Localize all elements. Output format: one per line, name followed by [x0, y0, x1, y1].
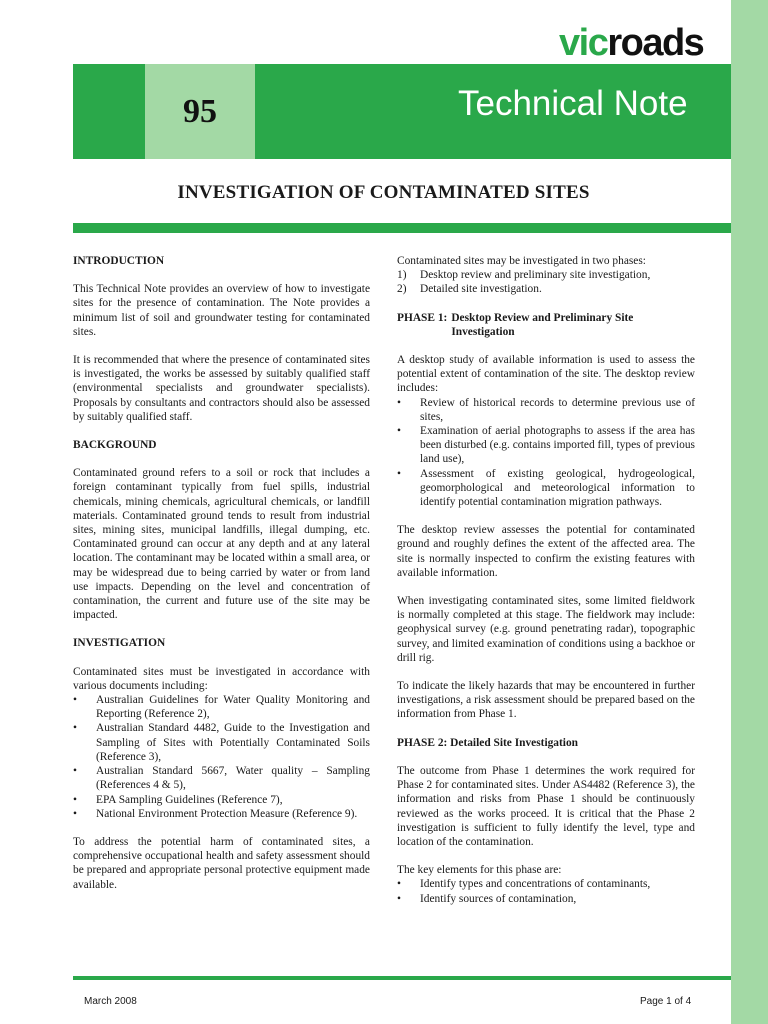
phase2-heading: PHASE 2: Detailed Site Investigation: [397, 736, 578, 749]
title-divider: [73, 223, 731, 233]
bullet: •: [397, 425, 401, 438]
phase2-key-elements-list: [397, 877, 695, 905]
footer-page-number: Page 1 of 4: [640, 996, 692, 1007]
document-title: INVESTIGATION OF CONTAMINATED SITES: [177, 182, 590, 203]
bullet: •: [397, 892, 401, 905]
list-item: • Australian Standard 4482, Guide to the Investigation and Sampling of Sites with Potentially Contaminated Soils (Reference 3),: [73, 722, 370, 763]
bullet: •: [73, 722, 77, 735]
introduction-paragraph-1: This Technical Note provides an overview of how to investigate sites for the presence of contamination. The Note provides a minimum list of soil and groundwater testing for contaminated sites.: [73, 283, 370, 338]
list-item: • Australian Guidelines for Water Quality Monitoring and Reporting (Reference 2),: [73, 694, 370, 721]
phases-intro: Contaminated sites may be investigated in two phases:: [397, 255, 646, 267]
desktop-review-list: [397, 396, 695, 510]
logo-vic: vic: [559, 22, 608, 64]
phase1-label: PHASE 1:: [397, 311, 448, 324]
left-column: [73, 254, 370, 906]
list-item: • EPA Sampling Guidelines (Reference 7),: [73, 793, 283, 806]
list-item: 1) Desktop review and preliminary site investigation,: [397, 269, 651, 282]
list-marker: 2): [397, 283, 407, 296]
background-heading: BACKGROUND: [73, 439, 157, 452]
logo-roads: roads: [607, 22, 704, 64]
note-number-box: [145, 64, 255, 159]
phases-list: [397, 268, 695, 296]
side-accent-strip: [731, 0, 768, 1024]
phase1-paragraph-3: When investigating contaminated sites, some limited fieldwork is normally completed at this stage. The fieldwork may include: geophysical survey (e.g. ground penetrating radar), topographic survey, and limited examination of conditions using a backhoe or drill rig.: [397, 595, 695, 664]
background-paragraph: Contaminated ground refers to a soil or rock that includes a foreign contaminant typically from fuel spills, industrial chemicals, mining chemicals, agricultural chemicals, or landfill materials. Contaminated ground tends to result from industrial sites, mining sites, municipal landfills, illegal dumping, etc. Contaminated ground can occur at any depth and at any lateral location. The contaminant may be located within a small area, or may be widespread due to being carried by water or from land use impacts. Depending on the level and concentration of contamination, the current and future use of the site may be impacted.: [73, 467, 370, 622]
vicroads-logo: [559, 24, 703, 62]
list-item: • Review of historical records to determine previous use of sites,: [397, 396, 695, 423]
list-item: • Identify types and concentrations of contaminants,: [397, 878, 651, 891]
list-item: • Australian Standard 5667, Water quality – Sampling (References 4 & 5),: [73, 765, 370, 792]
list-item: • Examination of aerial photographs to assess if the area has been disturbed (e.g. contains imported fill, types of previous land use),: [397, 425, 695, 466]
bullet: •: [397, 467, 401, 480]
phase1-paragraph-4: To indicate the likely hazards that may be encountered in further investigations, a risk assessment should be prepared based on the information from Phase 1.: [397, 680, 695, 721]
phase1-title: Desktop Review and Preliminary Site Investigation: [451, 311, 634, 338]
introduction-paragraph-2: It is recommended that where the presence of contaminated sites is investigated, the works be assessed by suitably qualified staff (environmental specialists and groundwater specialists). Proposals by consultants and contractors should also be assessed by suitably qualified staff.: [73, 354, 370, 423]
bullet: •: [73, 765, 77, 778]
footer-date: March 2008: [84, 996, 137, 1007]
phase2-paragraph-2: The key elements for this phase are:: [397, 864, 562, 877]
phase1-heading: [397, 311, 695, 339]
list-item: • Assessment of existing geological, hydrogeological, geomorphological and meteorological information to identify potential contamination migration pathways.: [397, 467, 695, 509]
investigation-paragraph-1: Contaminated sites must be investigated in accordance with various documents including:: [73, 665, 370, 692]
list-marker: 1): [397, 269, 407, 282]
phase1-paragraph-1: A desktop study of available information is used to assess the potential extent of contamination of the site. The desktop review includes:: [397, 354, 695, 395]
list-item: • National Environment Protection Measure (Reference 9).: [73, 807, 358, 820]
note-number: 95: [183, 92, 217, 130]
investigation-heading: INVESTIGATION: [73, 637, 166, 650]
right-column: [397, 254, 695, 920]
bullet: •: [397, 878, 401, 891]
phase1-paragraph-2: The desktop review assesses the potential for contaminated ground and roughly defines the extent of the affected area. The site is normally inspected to confirm the existing features with available information.: [397, 524, 695, 579]
phase2-paragraph-1: The outcome from Phase 1 determines the work required for Phase 2 for contaminated sites. Under AS4482 (Reference 3), the information and risks from Phase 1 should be continuously reviewed as the works proceed. It is critical that the Phase 2 investigation is sufficient to fully identify the level, type and location of the contamination.: [397, 764, 695, 848]
list-item: 2) Detailed site investigation.: [397, 283, 542, 296]
bullet: •: [73, 694, 77, 707]
investigation-paragraph-2: To address the potential harm of contaminated sites, a comprehensive occupational health and safety assessment should be prepared and appropriate personal protective equipment made available.: [73, 835, 370, 891]
footer-divider: [73, 976, 731, 980]
bullet: •: [73, 793, 77, 806]
list-item: • Identify sources of contamination,: [397, 892, 577, 905]
investigation-documents-list: [73, 693, 370, 821]
bullet: •: [397, 396, 401, 409]
introduction-heading: INTRODUCTION: [73, 255, 165, 267]
bullet: •: [73, 807, 77, 820]
note-type-title: Technical Note: [458, 84, 688, 123]
